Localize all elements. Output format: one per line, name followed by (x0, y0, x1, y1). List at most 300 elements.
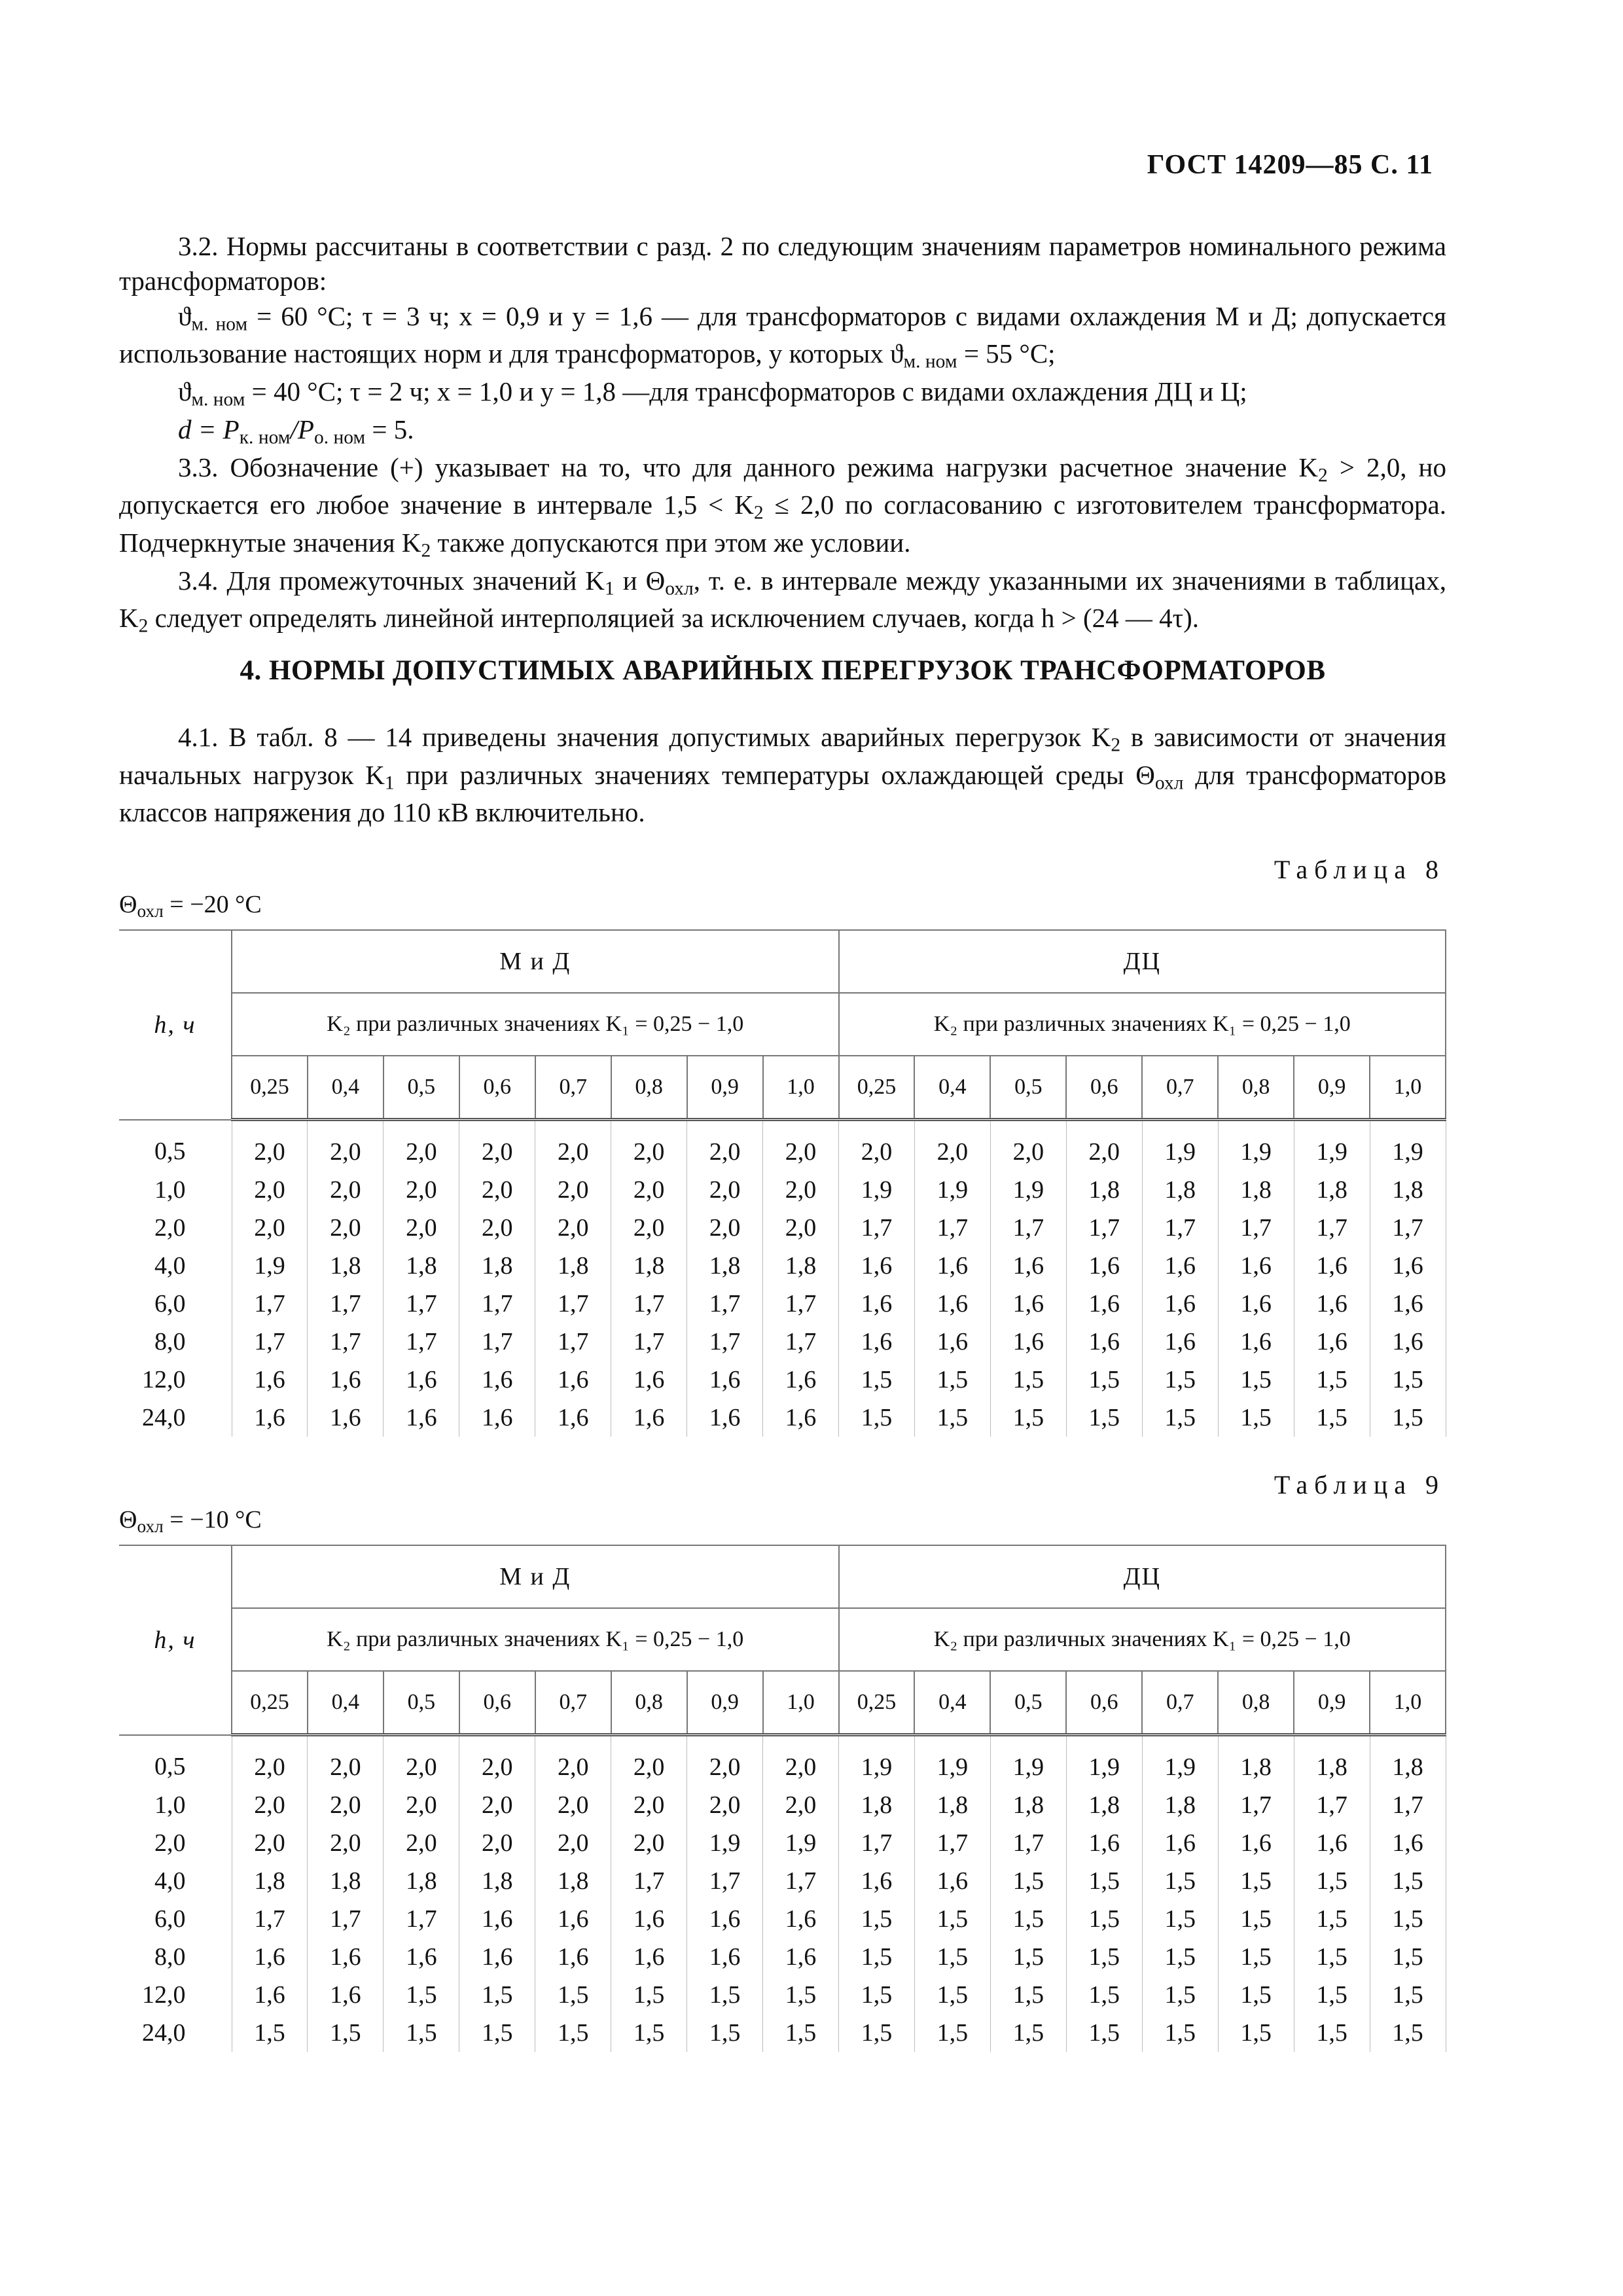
table-row (119, 1900, 1446, 1938)
k2-value-cell: 1,6 (1066, 1323, 1142, 1361)
k2-value-cell: 1,5 (914, 1399, 990, 1437)
k2-value-cell: 1,7 (687, 1323, 763, 1361)
h-header: h, ч (119, 930, 232, 1120)
k2-value-cell: 1,6 (914, 1323, 990, 1361)
k1-column-header: 0,25 (232, 1671, 308, 1735)
k2-value-cell: 2,0 (535, 1824, 611, 1862)
k2-value-cell: 1,7 (687, 1285, 763, 1323)
k2-value-cell: 1,5 (1218, 1399, 1294, 1437)
k2-value-cell: 1,5 (1142, 1938, 1218, 1976)
k2-value-cell: 1,8 (459, 1247, 535, 1285)
k2-value-cell: 1,6 (535, 1361, 611, 1399)
k2-value-cell: 1,9 (990, 1171, 1066, 1209)
text-run: ϑ (178, 376, 192, 407)
k1-column-header: 0,9 (1294, 1671, 1370, 1735)
k2-value-cell: 1,9 (687, 1824, 763, 1862)
k2-value-cell: 1,6 (1066, 1285, 1142, 1323)
k2-value-cell: 1,9 (232, 1247, 308, 1285)
k2-value-cell: 2,0 (383, 1735, 459, 1787)
k1-column-header: 0,25 (839, 1671, 915, 1735)
k2-md-header: K₂ при различных значениях K₁ = 0,25 − 1,0 (232, 993, 839, 1056)
k2-value-cell: 2,0 (763, 1735, 839, 1787)
k2-value-cell: 1,6 (1294, 1323, 1370, 1361)
k2-value-cell: 1,5 (990, 1976, 1066, 2014)
table-row (119, 1976, 1446, 2014)
k2-value-cell: 1,7 (1218, 1209, 1294, 1247)
k2-value-cell: 1,7 (232, 1900, 308, 1938)
k2-value-cell: 1,5 (1066, 1862, 1142, 1900)
k2-value-cell: 2,0 (763, 1171, 839, 1209)
k1-column-header: 0,9 (687, 1056, 763, 1120)
k2-value-cell: 1,7 (839, 1209, 915, 1247)
subscript: к. ном (239, 427, 291, 448)
text-run: = 40 °С; τ = 2 ч; x = 1,0 и y = 1,8 —для трансформаторов с видами охлаждения ДЦ и Ц; (245, 376, 1247, 407)
k2-value-cell: 1,9 (839, 1735, 915, 1787)
k2-value-cell: 1,5 (611, 1976, 687, 2014)
h-value: 6,0 (119, 1285, 232, 1323)
k2-value-cell: 2,0 (535, 1786, 611, 1824)
h-header: h, ч (119, 1545, 232, 1735)
k2-value-cell: 2,0 (763, 1120, 839, 1172)
k2-value-cell: 1,8 (839, 1786, 915, 1824)
k2-value-cell: 1,7 (535, 1285, 611, 1323)
k2-value-cell: 1,6 (687, 1399, 763, 1437)
k2-value-cell: 1,6 (308, 1399, 383, 1437)
subscript: охл (137, 1516, 164, 1536)
k2-value-cell: 2,0 (308, 1735, 383, 1787)
h-value: 12,0 (119, 1976, 232, 2014)
subscript: о. ном (313, 427, 366, 448)
k2-value-cell: 1,7 (383, 1323, 459, 1361)
k2-value-cell: 2,0 (914, 1120, 990, 1172)
k2-value-cell: 1,6 (914, 1285, 990, 1323)
h-value: 4,0 (119, 1862, 232, 1900)
k2-value-cell: 1,6 (687, 1361, 763, 1399)
k2-value-cell: 1,9 (990, 1735, 1066, 1787)
h-value: 8,0 (119, 1323, 232, 1361)
k1-column-header: 0,25 (232, 1056, 308, 1120)
group-dc-header: ДЦ (839, 930, 1446, 993)
theta-symbol: Θ (119, 1506, 137, 1534)
k2-value-cell: 1,6 (611, 1938, 687, 1976)
k2-value-cell: 1,6 (1218, 1824, 1294, 1862)
k2-value-cell: 2,0 (232, 1209, 308, 1247)
k2-value-cell: 1,6 (383, 1938, 459, 1976)
k2-value-cell: 1,5 (459, 1976, 535, 2014)
k2-value-cell: 1,5 (383, 2014, 459, 2052)
table-body (119, 1735, 1446, 2053)
k2-value-cell: 1,6 (1370, 1285, 1446, 1323)
k2-value-cell: 1,5 (1142, 1900, 1218, 1938)
k2-value-cell: 1,6 (459, 1361, 535, 1399)
k2-value-cell: 1,5 (1218, 1938, 1294, 1976)
k2-value-cell: 1,7 (459, 1285, 535, 1323)
text-run: 3.3. Обозначение (+) указывает на то, что для данного режима нагрузки расчетное значение K (178, 452, 1319, 482)
h-value: 2,0 (119, 1209, 232, 1247)
subscript: охл (1154, 772, 1184, 794)
k1-column-header: 0,5 (383, 1056, 459, 1120)
k2-value-cell: 1,5 (1066, 2014, 1142, 2052)
table-9-caption: Таблица 9 (1274, 1470, 1445, 1499)
table-9-temperature (119, 1505, 262, 1537)
k2-value-cell: 1,6 (1218, 1323, 1294, 1361)
k2-value-cell: 1,5 (1370, 1862, 1446, 1900)
k2-value-cell: 1,5 (839, 1938, 915, 1976)
k1-column-header: 0,8 (1218, 1671, 1294, 1735)
table-row (119, 1120, 1446, 1172)
k2-value-cell: 1,8 (611, 1247, 687, 1285)
k2-value-cell: 1,6 (763, 1361, 839, 1399)
k2-value-cell: 1,6 (611, 1361, 687, 1399)
k2-value-cell: 1,7 (459, 1323, 535, 1361)
k2-value-cell: 1,6 (839, 1862, 915, 1900)
k2-value-cell: 1,5 (1066, 1938, 1142, 1976)
text-run: , т. е. в интервале между указанными их значениями в таблицах, K (119, 565, 1446, 634)
k2-value-cell: 1,5 (1218, 2014, 1294, 2052)
k2-value-cell: 1,6 (308, 1976, 383, 2014)
k2-value-cell: 1,5 (1294, 1976, 1370, 2014)
text-run: для трансформаторов классов напряжения до 110 кВ включительно. (119, 759, 1446, 828)
paragraph-4-1 (119, 720, 1446, 831)
k2-value-cell: 2,0 (1066, 1120, 1142, 1172)
text-run: = 5. (365, 414, 414, 444)
table-8 (119, 929, 1446, 1437)
k2-value-cell: 1,5 (1370, 2014, 1446, 2052)
temperature-value: = −20 °С (163, 891, 262, 918)
table-row (119, 1824, 1446, 1862)
k2-value-cell: 1,9 (1142, 1735, 1218, 1787)
k2-value-cell: 2,0 (308, 1786, 383, 1824)
k2-value-cell: 1,5 (687, 1976, 763, 2014)
k2-value-cell: 1,5 (1370, 1399, 1446, 1437)
text-run: при различных значениях температуры охлаждающей среды Θ (394, 759, 1155, 790)
k1-column-header: 0,5 (383, 1671, 459, 1735)
k2-value-cell: 1,5 (1294, 1938, 1370, 1976)
k2-value-cell: 1,9 (839, 1171, 915, 1209)
k2-value-cell: 2,0 (611, 1120, 687, 1172)
k1-header-row (119, 1671, 1446, 1735)
k2-value-cell: 1,5 (1294, 1399, 1370, 1437)
k2-value-cell: 1,5 (1142, 1976, 1218, 2014)
k1-column-header: 0,5 (990, 1671, 1066, 1735)
k2-value-cell: 1,6 (914, 1862, 990, 1900)
table-row (119, 1361, 1446, 1399)
k2-value-cell: 1,9 (1370, 1120, 1446, 1172)
k2-value-cell: 2,0 (535, 1735, 611, 1787)
k2-value-cell: 1,6 (763, 1938, 839, 1976)
paragraph-3-2 (119, 229, 1446, 299)
text-run: также допускаются при этом же условии. (431, 528, 911, 558)
k2-value-cell: 1,6 (990, 1285, 1066, 1323)
k2-value-cell: 2,0 (232, 1735, 308, 1787)
k2-value-cell: 2,0 (611, 1209, 687, 1247)
group-md-header: М и Д (232, 930, 839, 993)
k2-value-cell: 1,7 (1142, 1209, 1218, 1247)
k2-value-cell: 1,6 (459, 1938, 535, 1976)
k2-value-cell: 1,6 (1294, 1247, 1370, 1285)
k1-column-header: 0,9 (687, 1671, 763, 1735)
paragraph-text: 3.2. Нормы рассчитаны в соответствии с разд. 2 по следующим значениям параметров номинального режима трансформаторов: (119, 231, 1446, 296)
k2-value-cell: 1,7 (232, 1323, 308, 1361)
k2-md-header: K₂ при различных значениях K₁ = 0,25 − 1,0 (232, 1608, 839, 1671)
k2-value-cell: 1,8 (1370, 1735, 1446, 1787)
k2-value-cell: 1,5 (914, 1900, 990, 1938)
k2-value-cell: 1,5 (1066, 1976, 1142, 2014)
k2-value-cell: 1,5 (839, 1976, 915, 2014)
text-run: > 2,0, но допускается его любое значение в интервале 1,5 < K (119, 452, 1446, 520)
k2-value-cell: 1,6 (687, 1900, 763, 1938)
k1-column-header: 0,5 (990, 1056, 1066, 1120)
k2-value-cell: 1,8 (383, 1247, 459, 1285)
h-value: 2,0 (119, 1824, 232, 1862)
k2-value-cell: 2,0 (687, 1120, 763, 1172)
k2-value-cell: 1,6 (611, 1399, 687, 1437)
k2-value-cell: 1,7 (687, 1862, 763, 1900)
table-row (119, 1285, 1446, 1323)
k1-column-header: 0,4 (308, 1056, 383, 1120)
k2-value-cell: 1,6 (1370, 1323, 1446, 1361)
table-row (119, 1862, 1446, 1900)
k2-value-cell: 1,5 (839, 1361, 915, 1399)
k2-value-cell: 1,5 (1066, 1900, 1142, 1938)
k2-value-cell: 1,9 (1218, 1120, 1294, 1172)
k2-value-cell: 1,6 (535, 1399, 611, 1437)
k2-value-cell: 1,6 (1142, 1285, 1218, 1323)
k2-dc-header: K₂ при различных значениях K₁ = 0,25 − 1,0 (839, 1608, 1446, 1671)
h-value: 6,0 (119, 1900, 232, 1938)
k2-value-cell: 2,0 (535, 1120, 611, 1172)
k2-value-cell: 1,5 (1294, 1900, 1370, 1938)
k2-value-cell: 1,8 (1066, 1786, 1142, 1824)
table-8-temperature (119, 890, 262, 922)
k2-value-cell: 1,6 (232, 1399, 308, 1437)
section-4-title: 4. НОРМЫ ДОПУСТИМЫХ АВАРИЙНЫХ ПЕРЕГРУЗОК ТРАНСФОРМАТОРОВ (240, 655, 1326, 686)
k2-value-cell: 1,5 (1142, 2014, 1218, 2052)
k2-value-cell: 1,5 (1066, 1361, 1142, 1399)
paragraph-4-1-text (119, 720, 1446, 831)
h-value: 4,0 (119, 1247, 232, 1285)
k2-value-cell: 2,0 (535, 1171, 611, 1209)
k2-value-cell: 1,9 (1142, 1120, 1218, 1172)
k2-value-cell: 1,6 (763, 1900, 839, 1938)
k2-value-cell: 1,5 (1142, 1361, 1218, 1399)
text-run: следует определять линейной интерполяцией за исключением случаев, когда h > (24 — 4τ). (148, 603, 1200, 634)
k2-value-cell: 1,6 (1066, 1247, 1142, 1285)
k2-value-cell: 1,6 (232, 1938, 308, 1976)
subscript: охл (137, 901, 164, 921)
k2-value-cell: 1,6 (1142, 1824, 1218, 1862)
k2-value-cell: 1,8 (1142, 1786, 1218, 1824)
k2-value-cell: 1,5 (1218, 1862, 1294, 1900)
k2-dc-header: K₂ при различных значениях K₁ = 0,25 − 1,0 (839, 993, 1446, 1056)
k2-value-cell: 1,6 (1294, 1824, 1370, 1862)
k2-value-cell: 1,7 (1370, 1786, 1446, 1824)
group-dc-header: ДЦ (839, 1545, 1446, 1608)
k2-value-cell: 2,0 (383, 1171, 459, 1209)
k2-value-cell: 1,9 (914, 1735, 990, 1787)
k2-value-cell: 1,6 (1066, 1824, 1142, 1862)
k2-value-cell: 2,0 (611, 1171, 687, 1209)
k2-value-cell: 2,0 (611, 1786, 687, 1824)
k2-value-cell: 1,5 (990, 1862, 1066, 1900)
h-value: 0,5 (119, 1120, 232, 1172)
k2-value-cell: 2,0 (459, 1120, 535, 1172)
k2-value-cell: 1,8 (1066, 1171, 1142, 1209)
k2-value-cell: 2,0 (383, 1209, 459, 1247)
subscript: м. ном (903, 351, 957, 372)
k2-value-cell: 1,5 (1370, 1938, 1446, 1976)
subscript: 2 (1111, 734, 1121, 756)
k2-value-cell: 1,6 (611, 1900, 687, 1938)
k2-value-cell: 1,7 (914, 1209, 990, 1247)
k2-value-cell: 2,0 (687, 1171, 763, 1209)
k2-value-cell: 1,5 (1218, 1900, 1294, 1938)
text-run: /P (290, 414, 314, 444)
k2-value-cell: 1,6 (308, 1361, 383, 1399)
h-value: 0,5 (119, 1735, 232, 1787)
k2-value-cell: 1,5 (839, 1900, 915, 1938)
k2-value-cell: 2,0 (459, 1171, 535, 1209)
k2-value-cell: 1,6 (1370, 1247, 1446, 1285)
k1-column-header: 0,7 (535, 1671, 611, 1735)
k2-value-cell: 1,7 (383, 1900, 459, 1938)
k2-value-cell: 1,5 (990, 2014, 1066, 2052)
h-value: 8,0 (119, 1938, 232, 1976)
k2-value-cell: 1,8 (1370, 1171, 1446, 1209)
k2-value-cell: 2,0 (383, 1824, 459, 1862)
subscript: 2 (1318, 464, 1328, 486)
k2-value-cell: 1,5 (308, 2014, 383, 2052)
k2-value-cell: 1,5 (914, 1361, 990, 1399)
paragraph-3-3 (119, 450, 1446, 564)
k2-value-cell: 1,8 (308, 1247, 383, 1285)
subscript: 1 (605, 578, 615, 600)
group-md-header: М и Д (232, 1545, 839, 1608)
k1-column-header: 1,0 (763, 1056, 839, 1120)
paragraph-3-2-d (119, 412, 1446, 450)
table-8-caption: Таблица 8 (1274, 855, 1445, 884)
text-run: = 60 °С; τ = 3 ч; x = 0,9 и y = 1,6 — для трансформаторов с видами охлаждения М и Д; допускается использование настоящих норм и для трансформаторов, у которых ϑ (119, 300, 1446, 369)
table-row (119, 1171, 1446, 1209)
k2-value-cell: 1,8 (1294, 1735, 1370, 1787)
text-run: d = P (178, 414, 240, 444)
subscript: охл (665, 578, 694, 600)
k2-value-cell: 1,8 (687, 1247, 763, 1285)
text-run: ϑ (178, 300, 192, 331)
section-3-paragraphs (119, 229, 1446, 639)
subscript: 2 (753, 502, 764, 524)
page-header: ГОСТ 14209—85 С. 11 (1147, 150, 1433, 180)
k2-value-cell: 1,7 (308, 1323, 383, 1361)
k2-value-cell: 1,7 (308, 1285, 383, 1323)
k2-value-cell: 2,0 (459, 1824, 535, 1862)
k2-value-cell: 2,0 (687, 1735, 763, 1787)
k1-column-header: 0,8 (611, 1056, 687, 1120)
k2-value-cell: 1,5 (914, 1938, 990, 1976)
text-run: и Θ (614, 565, 666, 596)
k2-value-cell: 1,6 (383, 1361, 459, 1399)
k2-value-cell: 2,0 (232, 1120, 308, 1172)
k1-column-header: 0,6 (1066, 1671, 1142, 1735)
k2-value-cell: 1,7 (611, 1862, 687, 1900)
k2-value-cell: 1,5 (1294, 1361, 1370, 1399)
k2-value-cell: 1,5 (1370, 1361, 1446, 1399)
k2-value-cell: 1,8 (535, 1862, 611, 1900)
k2-value-cell: 2,0 (232, 1786, 308, 1824)
k1-column-header: 0,7 (535, 1056, 611, 1120)
table-row (119, 2014, 1446, 2052)
table-9 (119, 1545, 1446, 2052)
paragraph-3-2-params-dc (119, 374, 1446, 412)
text-run: 3.4. Для промежуточных значений K (178, 565, 605, 596)
subscript: 1 (384, 772, 395, 794)
table-row (119, 1735, 1446, 1787)
k2-value-cell: 2,0 (308, 1120, 383, 1172)
k2-value-cell: 1,6 (232, 1361, 308, 1399)
h-value: 12,0 (119, 1361, 232, 1399)
k2-value-cell: 1,7 (611, 1323, 687, 1361)
k2-value-cell: 2,0 (383, 1120, 459, 1172)
k2-value-cell: 1,6 (459, 1900, 535, 1938)
k2-value-cell: 1,7 (763, 1862, 839, 1900)
k2-value-cell: 2,0 (990, 1120, 1066, 1172)
k2-value-cell: 1,6 (459, 1399, 535, 1437)
k2-value-cell: 1,7 (763, 1323, 839, 1361)
k2-value-cell: 2,0 (308, 1171, 383, 1209)
k2-value-cell: 1,5 (914, 2014, 990, 2052)
k2-value-cell: 1,8 (459, 1862, 535, 1900)
k2-value-cell: 1,5 (914, 1976, 990, 2014)
k2-value-cell: 1,8 (308, 1862, 383, 1900)
k2-value-cell: 1,7 (1294, 1209, 1370, 1247)
k2-value-cell: 1,8 (535, 1247, 611, 1285)
k1-column-header: 1,0 (1370, 1671, 1446, 1735)
k2-value-cell: 1,5 (687, 2014, 763, 2052)
k2-value-cell: 2,0 (687, 1786, 763, 1824)
k2-value-cell: 1,5 (990, 1900, 1066, 1938)
k1-column-header: 0,6 (459, 1056, 535, 1120)
text-run: в зависимости от значения начальных нагрузок K (119, 722, 1446, 790)
h-value: 24,0 (119, 1399, 232, 1437)
k2-value-cell: 1,6 (1142, 1247, 1218, 1285)
subscript: м. ном (191, 313, 248, 334)
k1-column-header: 0,4 (308, 1671, 383, 1735)
k2-value-cell: 1,7 (232, 1285, 308, 1323)
k2-value-cell: 1,8 (232, 1862, 308, 1900)
k2-value-cell: 1,7 (383, 1285, 459, 1323)
k2-value-cell: 1,6 (687, 1938, 763, 1976)
k2-value-cell: 1,8 (1218, 1735, 1294, 1787)
k2-value-cell: 1,6 (383, 1399, 459, 1437)
k2-value-cell: 1,5 (990, 1361, 1066, 1399)
k1-column-header: 0,8 (611, 1671, 687, 1735)
k2-value-cell: 1,9 (1066, 1735, 1142, 1787)
h-value: 1,0 (119, 1171, 232, 1209)
k2-value-cell: 1,7 (1218, 1786, 1294, 1824)
k2-value-cell: 1,6 (763, 1399, 839, 1437)
k2-value-cell: 1,6 (1218, 1247, 1294, 1285)
k2-value-cell: 1,5 (1218, 1361, 1294, 1399)
k2-value-cell: 1,5 (232, 2014, 308, 2052)
table-row (119, 1399, 1446, 1437)
k2-value-cell: 1,6 (1218, 1285, 1294, 1323)
k2-value-cell: 1,7 (1370, 1209, 1446, 1247)
k2-value-cell: 2,0 (459, 1786, 535, 1824)
k2-value-cell: 1,5 (535, 1976, 611, 2014)
temperature-value: = −10 °С (163, 1506, 262, 1534)
k1-column-header: 0,7 (1142, 1056, 1218, 1120)
k2-value-cell: 1,7 (839, 1824, 915, 1862)
